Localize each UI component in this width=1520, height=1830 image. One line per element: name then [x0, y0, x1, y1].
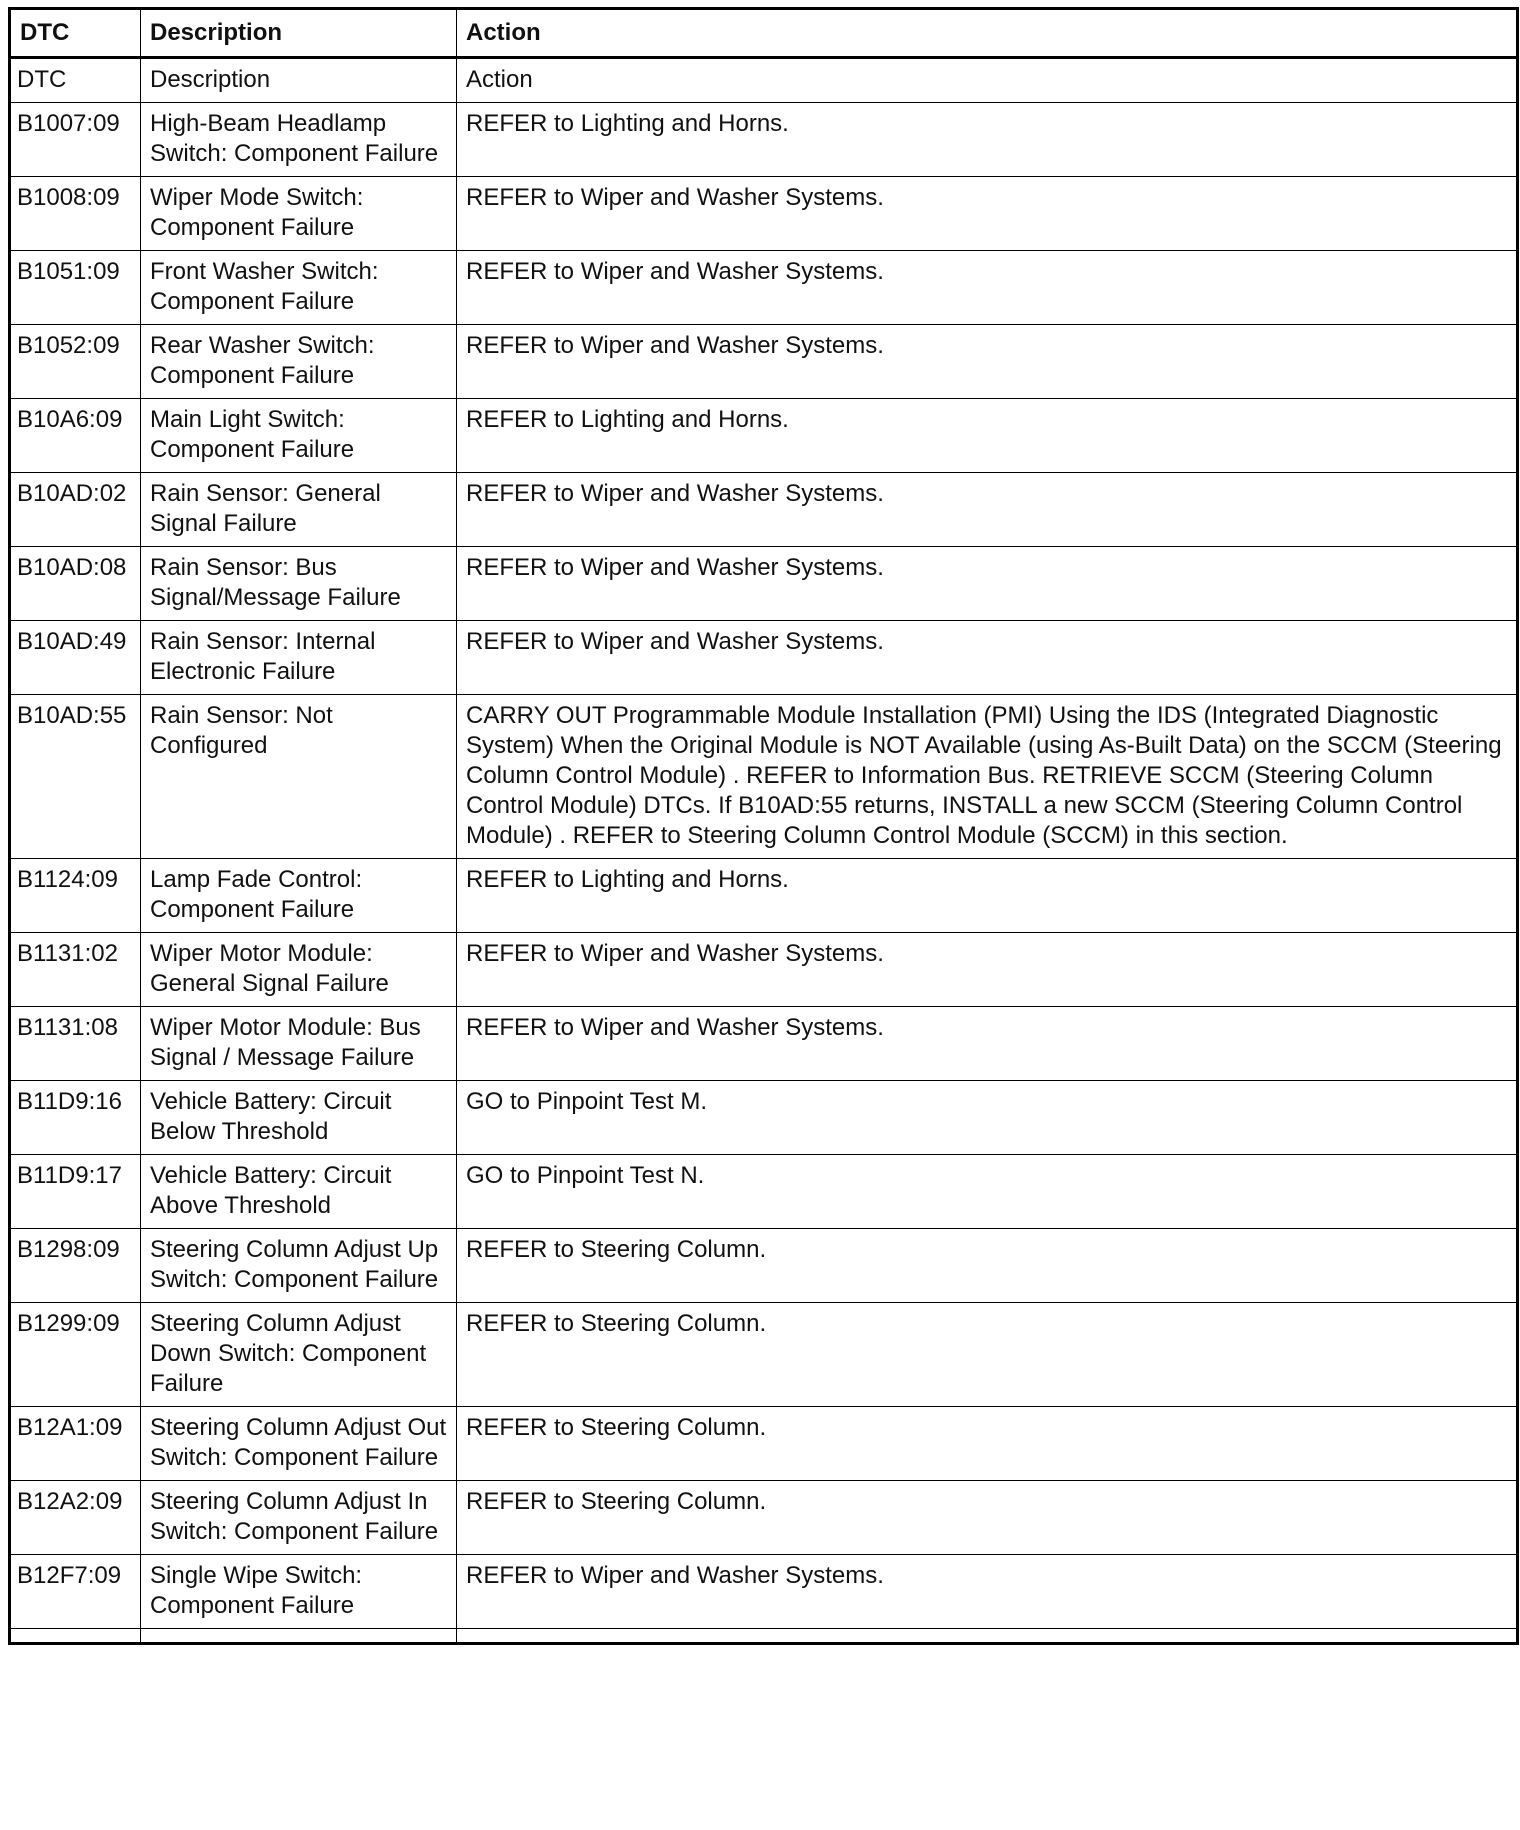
dtc-code-cell: B1008:09	[10, 177, 141, 251]
dtc-code-cell: B1124:09	[10, 859, 141, 933]
table-row	[10, 177, 1518, 251]
description-cell	[141, 1629, 457, 1644]
action-cell	[457, 1629, 1518, 1644]
description-cell: Description	[141, 58, 457, 103]
table-row	[10, 1007, 1518, 1081]
dtc-code-cell: B1298:09	[10, 1229, 141, 1303]
action-cell: REFER to Wiper and Washer Systems.	[457, 933, 1518, 1007]
description-cell: Rear Washer Switch: Component Failure	[141, 325, 457, 399]
table-row	[10, 58, 1518, 103]
action-cell: GO to Pinpoint Test N.	[457, 1155, 1518, 1229]
dtc-code-cell: B11D9:16	[10, 1081, 141, 1155]
description-cell: Steering Column Adjust Up Switch: Component Failure	[141, 1229, 457, 1303]
header-action: Action	[457, 9, 1518, 58]
table-row	[10, 399, 1518, 473]
table-row	[10, 547, 1518, 621]
dtc-table	[8, 7, 1519, 1645]
table-body	[10, 58, 1518, 1644]
action-cell: REFER to Lighting and Horns.	[457, 859, 1518, 933]
header-description: Description	[141, 9, 457, 58]
action-cell: REFER to Wiper and Washer Systems.	[457, 473, 1518, 547]
description-cell: Vehicle Battery: Circuit Above Threshold	[141, 1155, 457, 1229]
dtc-code-cell: B1299:09	[10, 1303, 141, 1407]
table-row	[10, 251, 1518, 325]
description-cell: Front Washer Switch: Component Failure	[141, 251, 457, 325]
action-cell: REFER to Wiper and Washer Systems.	[457, 177, 1518, 251]
dtc-code-cell: B1007:09	[10, 103, 141, 177]
table-header	[10, 9, 1518, 58]
dtc-code-cell: B10AD:49	[10, 621, 141, 695]
action-cell: REFER to Lighting and Horns.	[457, 103, 1518, 177]
dtc-code-cell: B1131:08	[10, 1007, 141, 1081]
action-cell: GO to Pinpoint Test M.	[457, 1081, 1518, 1155]
action-cell: REFER to Wiper and Washer Systems.	[457, 251, 1518, 325]
description-cell: High-Beam Headlamp Switch: Component Failure	[141, 103, 457, 177]
table-row	[10, 1229, 1518, 1303]
dtc-code-cell	[10, 1629, 141, 1644]
header-row	[10, 9, 1518, 58]
table-row	[10, 1155, 1518, 1229]
table-row	[10, 859, 1518, 933]
table-row	[10, 1407, 1518, 1481]
dtc-code-cell: B12A2:09	[10, 1481, 141, 1555]
action-cell: REFER to Wiper and Washer Systems.	[457, 1555, 1518, 1629]
action-cell: REFER to Wiper and Washer Systems.	[457, 1007, 1518, 1081]
dtc-code-cell: B10AD:55	[10, 695, 141, 859]
action-cell: REFER to Wiper and Washer Systems.	[457, 325, 1518, 399]
description-cell: Single Wipe Switch: Component Failure	[141, 1555, 457, 1629]
description-cell: Steering Column Adjust In Switch: Component Failure	[141, 1481, 457, 1555]
table-row	[10, 621, 1518, 695]
table-row	[10, 1303, 1518, 1407]
table-row	[10, 473, 1518, 547]
action-cell: REFER to Wiper and Washer Systems.	[457, 547, 1518, 621]
action-cell: REFER to Steering Column.	[457, 1481, 1518, 1555]
table-row	[10, 1481, 1518, 1555]
description-cell: Wiper Motor Module: General Signal Failure	[141, 933, 457, 1007]
table-row	[10, 325, 1518, 399]
description-cell: Steering Column Adjust Down Switch: Component Failure	[141, 1303, 457, 1407]
description-cell: Rain Sensor: Bus Signal/Message Failure	[141, 547, 457, 621]
action-cell: REFER to Wiper and Washer Systems.	[457, 621, 1518, 695]
action-cell: Action	[457, 58, 1518, 103]
table-row	[10, 933, 1518, 1007]
table-row	[10, 1081, 1518, 1155]
header-dtc: DTC	[10, 9, 141, 58]
description-cell: Rain Sensor: General Signal Failure	[141, 473, 457, 547]
action-cell: REFER to Steering Column.	[457, 1407, 1518, 1481]
action-cell: REFER to Steering Column.	[457, 1229, 1518, 1303]
dtc-code-cell: B1051:09	[10, 251, 141, 325]
table-row	[10, 1629, 1518, 1644]
dtc-code-cell: B1052:09	[10, 325, 141, 399]
table-row	[10, 695, 1518, 859]
dtc-code-cell: B10A6:09	[10, 399, 141, 473]
action-cell: REFER to Lighting and Horns.	[457, 399, 1518, 473]
description-cell: Main Light Switch: Component Failure	[141, 399, 457, 473]
description-cell: Rain Sensor: Internal Electronic Failure	[141, 621, 457, 695]
description-cell: Lamp Fade Control: Component Failure	[141, 859, 457, 933]
dtc-code-cell: DTC	[10, 58, 141, 103]
dtc-code-cell: B10AD:02	[10, 473, 141, 547]
action-cell: REFER to Steering Column.	[457, 1303, 1518, 1407]
dtc-code-cell: B12F7:09	[10, 1555, 141, 1629]
action-cell: CARRY OUT Programmable Module Installation (PMI) Using the IDS (Integrated Diagnostic System) When the Original Module is NOT Available (using As-Built Data) on the SCCM (Steering Column Control Module) . REFER to Information Bus. RETRIEVE SCCM (Steering Column Control Module) DTCs. If B10AD:55 returns, INSTALL a new SCCM (Steering Column Control Module) . REFER to Steering Column Control Module (SCCM) in this section.	[457, 695, 1518, 859]
dtc-code-cell: B12A1:09	[10, 1407, 141, 1481]
description-cell: Steering Column Adjust Out Switch: Component Failure	[141, 1407, 457, 1481]
dtc-code-cell: B10AD:08	[10, 547, 141, 621]
dtc-code-cell: B11D9:17	[10, 1155, 141, 1229]
description-cell: Wiper Mode Switch: Component Failure	[141, 177, 457, 251]
description-cell: Vehicle Battery: Circuit Below Threshold	[141, 1081, 457, 1155]
dtc-code-cell: B1131:02	[10, 933, 141, 1007]
description-cell: Rain Sensor: Not Configured	[141, 695, 457, 859]
table-row	[10, 103, 1518, 177]
description-cell: Wiper Motor Module: Bus Signal / Message Failure	[141, 1007, 457, 1081]
table-row	[10, 1555, 1518, 1629]
